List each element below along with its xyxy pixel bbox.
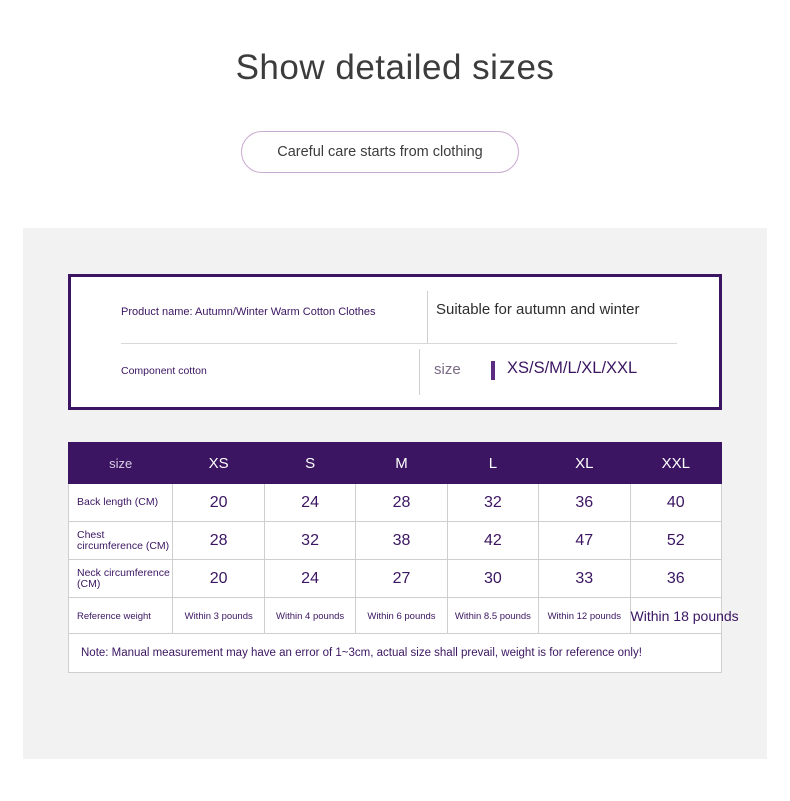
table-header-cell-xs: XS	[173, 443, 264, 484]
cell-chest-m: 38	[356, 522, 447, 560]
row-label-reference-weight: Reference weight	[69, 598, 173, 635]
row-label-neck-circumference: Neck circumference (CM)	[69, 560, 173, 598]
cell-neck-xl: 33	[539, 560, 630, 598]
cell-chest-xs: 28	[173, 522, 264, 560]
cell-weight-xxl: Within 18 pounds	[630, 598, 722, 635]
cell-weight-xl: Within 12 pounds	[539, 598, 630, 635]
info-column-divider-top	[427, 291, 428, 343]
table-header-cell-xxl: XXL	[630, 443, 722, 484]
cell-chest-xl: 47	[539, 522, 630, 560]
size-values-text: XS/S/M/L/XL/XXL	[507, 359, 638, 377]
cell-neck-xs: 20	[173, 560, 264, 598]
note-text: Note: Manual measurement may have an error of 1~3cm, actual size shall prevail, weight is for reference only!	[81, 647, 642, 659]
cell-neck-xxl: 36	[630, 560, 722, 598]
cell-back-length-l: 32	[447, 484, 538, 522]
size-measurement-table	[68, 442, 739, 635]
row-label-back-length: Back length (CM)	[69, 484, 173, 522]
size-label-text: size	[434, 361, 461, 378]
cell-weight-m: Within 6 pounds	[356, 598, 447, 635]
component-text: Component cotton	[121, 365, 207, 377]
cell-back-length-s: 24	[264, 484, 355, 522]
table-row	[69, 560, 722, 598]
cell-chest-l: 42	[447, 522, 538, 560]
cell-weight-s: Within 4 pounds	[264, 598, 355, 635]
cell-chest-xxl: 52	[630, 522, 722, 560]
info-column-divider-bottom	[419, 349, 420, 395]
product-info-box	[68, 274, 722, 410]
cell-neck-l: 30	[447, 560, 538, 598]
page-header	[0, 0, 790, 228]
cell-neck-s: 24	[264, 560, 355, 598]
cell-chest-s: 32	[264, 522, 355, 560]
cell-weight-l: Within 8.5 pounds	[447, 598, 538, 635]
cell-weight-xs: Within 3 pounds	[173, 598, 264, 635]
cell-back-length-xl: 36	[539, 484, 630, 522]
page-title: Show detailed sizes	[235, 48, 555, 87]
subtitle-pill	[241, 131, 519, 173]
table-header-cell-s: S	[264, 443, 355, 484]
table-row	[69, 484, 722, 522]
season-text: Suitable for autumn and winter	[436, 301, 640, 318]
table-row	[69, 598, 722, 635]
table-row	[69, 522, 722, 560]
subtitle-text: Careful care starts from clothing	[277, 144, 483, 160]
row-label-chest-circumference: Chest circumference (CM)	[69, 522, 173, 560]
product-name-text: Product name: Autumn/Winter Warm Cotton Clothes	[121, 306, 376, 318]
table-header-cell-size: size	[69, 443, 173, 484]
table-header-cell-xl: XL	[539, 443, 630, 484]
cell-back-length-xs: 20	[173, 484, 264, 522]
table-header-cell-m: M	[356, 443, 447, 484]
size-accent-bar	[491, 361, 495, 380]
table-header-cell-l: L	[447, 443, 538, 484]
cell-back-length-xxl: 40	[630, 484, 722, 522]
cell-back-length-m: 28	[356, 484, 447, 522]
note-box	[68, 633, 722, 673]
table-header-row	[69, 443, 722, 484]
info-row-divider	[121, 343, 677, 344]
cell-neck-m: 27	[356, 560, 447, 598]
